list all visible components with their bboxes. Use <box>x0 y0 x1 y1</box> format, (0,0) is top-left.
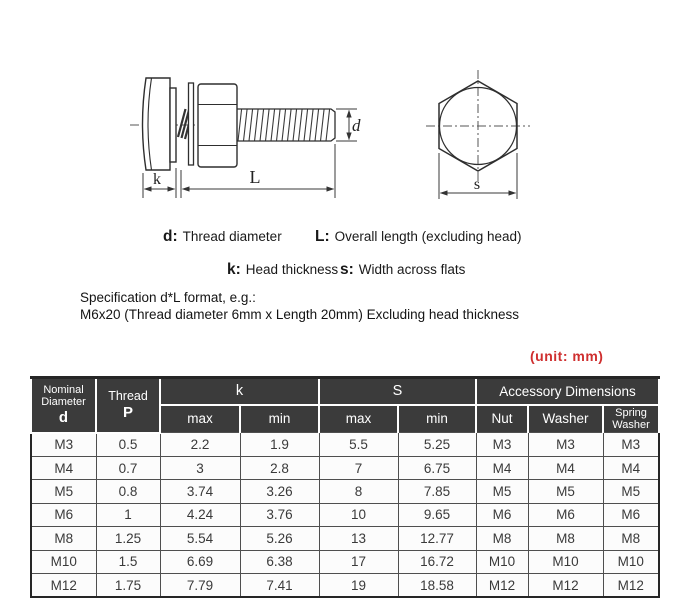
table-cell: 1.25 <box>96 527 160 550</box>
table-row <box>31 503 659 526</box>
table-cell: 17 <box>319 550 398 573</box>
legend-d <box>163 228 282 246</box>
legend-L <box>315 228 522 246</box>
unit-note: (unit: mm) <box>530 348 604 364</box>
table-cell: M3 <box>31 433 96 457</box>
table-cell: M4 <box>603 457 659 480</box>
table-cell: M8 <box>603 527 659 550</box>
table-cell: M10 <box>31 550 96 573</box>
legend-k-text: Head thickness <box>245 262 339 277</box>
table-cell: 7.79 <box>160 573 240 597</box>
table-row <box>31 480 659 503</box>
flat-washer <box>189 83 194 165</box>
table-cell: 3.74 <box>160 480 240 503</box>
table-row <box>31 573 659 597</box>
table-cell: 7.41 <box>240 573 319 597</box>
table-cell: M3 <box>476 433 528 457</box>
table-cell: M10 <box>476 550 528 573</box>
table-cell: 6.69 <box>160 550 240 573</box>
spec-table-header <box>31 378 659 433</box>
table-row <box>31 433 659 457</box>
bolt-side-view <box>130 78 361 198</box>
table-cell: 2.8 <box>240 457 319 480</box>
thread-hatch <box>237 109 331 141</box>
table-cell: 19 <box>319 573 398 597</box>
legend-L-text: Overall length (excluding head) <box>334 229 522 244</box>
dim-label-d: d <box>352 116 361 135</box>
table-cell: 2.2 <box>160 433 240 457</box>
table-cell: M5 <box>603 480 659 503</box>
table-cell: M12 <box>528 573 603 597</box>
table-cell: 9.65 <box>398 503 476 526</box>
table-cell: 3 <box>160 457 240 480</box>
legend-s-text: Width across flats <box>358 262 466 277</box>
table-row <box>31 457 659 480</box>
spec-note-line2: M6x20 (Thread diameter 6mm x Length 20mm) Excluding head thickness <box>80 307 519 322</box>
table-cell: M10 <box>603 550 659 573</box>
table-cell: M8 <box>31 527 96 550</box>
spec-table-body <box>31 433 659 598</box>
table-cell: 4.24 <box>160 503 240 526</box>
table-cell: M5 <box>476 480 528 503</box>
header-washer: Washer <box>528 405 603 433</box>
table-cell: 0.5 <box>96 433 160 457</box>
header-thread-pitch: Thread P <box>96 378 160 433</box>
table-cell: M12 <box>603 573 659 597</box>
table-cell: 10 <box>319 503 398 526</box>
header-s-max: max <box>319 405 398 433</box>
table-cell: M12 <box>476 573 528 597</box>
table-cell: 5.5 <box>319 433 398 457</box>
table-cell: M6 <box>31 503 96 526</box>
header-spring-washer: Spring Washer <box>603 405 659 433</box>
legend-L-key: L: <box>315 228 330 245</box>
table-cell: 3.76 <box>240 503 319 526</box>
table-cell: M10 <box>528 550 603 573</box>
table-cell: 5.26 <box>240 527 319 550</box>
table-cell: 1.9 <box>240 433 319 457</box>
spec-table <box>30 376 660 598</box>
legend-s-key: s: <box>340 261 354 278</box>
spec-note <box>80 289 519 323</box>
table-cell: 0.8 <box>96 480 160 503</box>
table-cell: 1.5 <box>96 550 160 573</box>
table-cell: 1 <box>96 503 160 526</box>
nut-front-view <box>426 70 530 199</box>
table-cell: 7.85 <box>398 480 476 503</box>
table-cell: M4 <box>476 457 528 480</box>
table-row <box>31 550 659 573</box>
table-cell: 7 <box>319 457 398 480</box>
dim-label-L: L <box>249 167 261 187</box>
table-cell: M8 <box>528 527 603 550</box>
table-cell: M12 <box>31 573 96 597</box>
spring-washer <box>178 109 190 139</box>
table-cell: 5.25 <box>398 433 476 457</box>
table-cell: M8 <box>476 527 528 550</box>
table-cell: M4 <box>528 457 603 480</box>
legend-d-text: Thread diameter <box>182 229 282 244</box>
table-cell: M5 <box>31 480 96 503</box>
table-cell: 8 <box>319 480 398 503</box>
bolt-head-face <box>170 88 176 162</box>
header-group-s: S <box>319 378 476 405</box>
header-k-max: max <box>160 405 240 433</box>
table-cell: M3 <box>528 433 603 457</box>
dim-label-s: s <box>473 176 481 193</box>
table-cell: 6.75 <box>398 457 476 480</box>
header-k-min: min <box>240 405 319 433</box>
hex-nut <box>198 84 237 167</box>
table-cell: 5.54 <box>160 527 240 550</box>
header-nominal-diameter: Nominal Diameter d <box>31 378 96 433</box>
technical-drawing <box>0 0 685 222</box>
table-cell: M6 <box>528 503 603 526</box>
table-cell: 3.26 <box>240 480 319 503</box>
legend-k-key: k: <box>227 261 241 278</box>
legend-d-key: d: <box>163 228 178 245</box>
header-nut: Nut <box>476 405 528 433</box>
table-cell: 12.77 <box>398 527 476 550</box>
table-cell: 13 <box>319 527 398 550</box>
bolt-head <box>143 78 171 170</box>
spec-note-line1: Specification d*L format, e.g.: <box>80 290 256 305</box>
table-row <box>31 527 659 550</box>
header-s-min: min <box>398 405 476 433</box>
table-cell: 0.7 <box>96 457 160 480</box>
table-cell: 6.38 <box>240 550 319 573</box>
table-cell: 1.75 <box>96 573 160 597</box>
legend-k <box>227 261 338 279</box>
table-cell: M4 <box>31 457 96 480</box>
table-cell: M6 <box>476 503 528 526</box>
table-cell: 18.58 <box>398 573 476 597</box>
dim-label-k: k <box>153 171 161 188</box>
legend-s <box>340 261 465 279</box>
table-cell: 16.72 <box>398 550 476 573</box>
table-cell: M6 <box>603 503 659 526</box>
header-group-accessory: Accessory Dimensions <box>476 378 659 405</box>
table-cell: M5 <box>528 480 603 503</box>
header-group-k: k <box>160 378 319 405</box>
table-cell: M3 <box>603 433 659 457</box>
